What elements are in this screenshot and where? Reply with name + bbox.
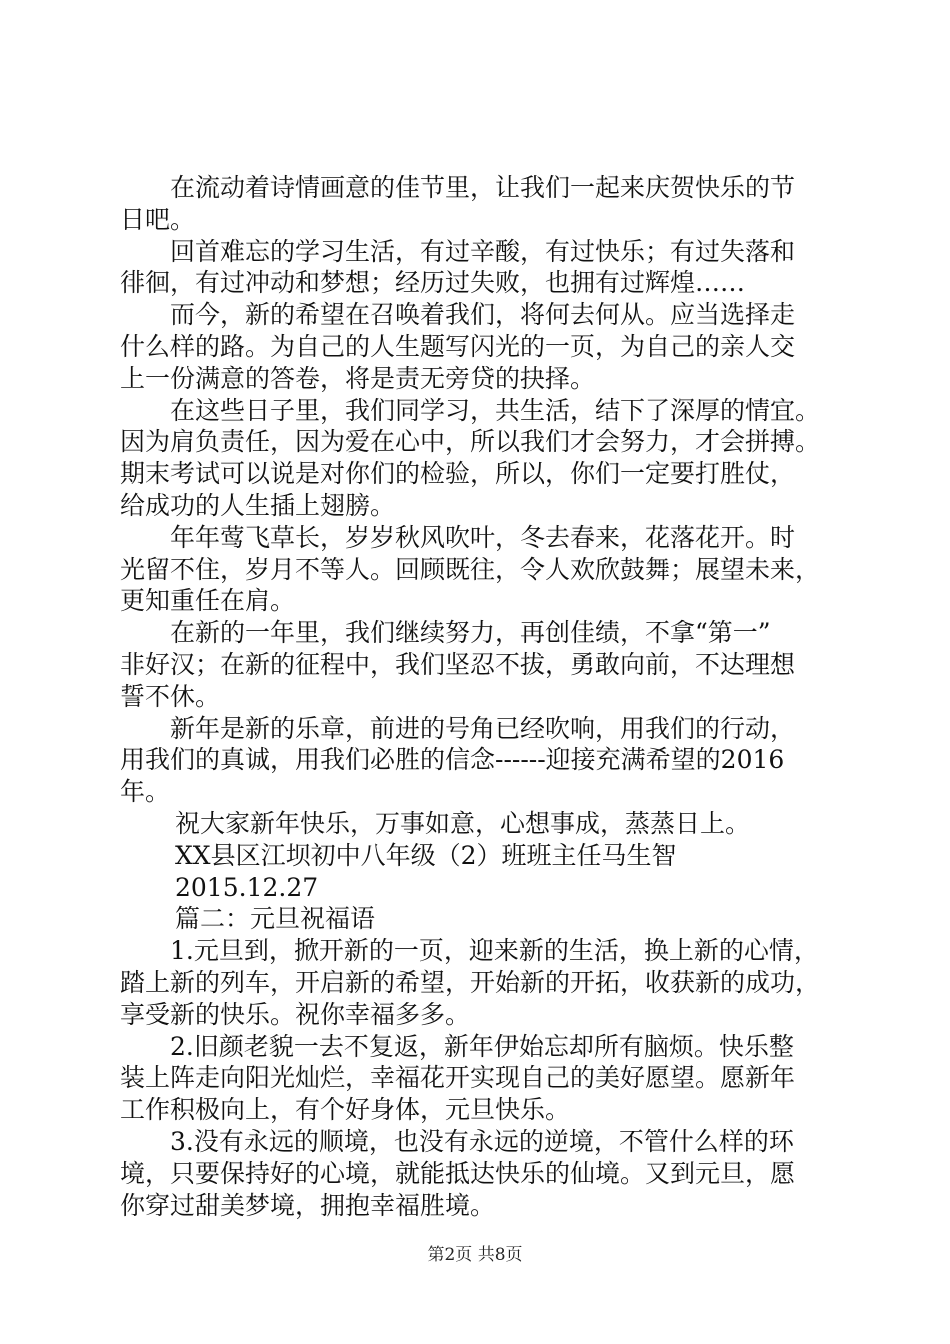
list-item-2 (120, 1031, 838, 1126)
page-number: 第2页 共8页 (427, 1245, 523, 1265)
paragraph-line: 什么样的路。为自己的人生题写闪光的一页，为自己的亲人交 (120, 331, 796, 361)
paragraph-line: 新年是新的乐章，前进的号角已经吹响，用我们的行动， (170, 713, 796, 743)
closing-greeting: 祝大家新年快乐，万事如意，心想事成，蒸蒸日上。 (175, 808, 751, 838)
paragraph-line: 期末考试可以说是对你们的检验，所以，你们一定要打胜仗， (120, 459, 796, 489)
paragraph-line: 因为肩负责任，因为爱在心中，所以我们才会努力，才会拼搏。 (120, 427, 821, 457)
list-item-line: 境，只要保持好的心境，就能抵达快乐的仙境。又到元旦，愿 (120, 1158, 796, 1188)
paragraph-line: 而今，新的希望在召唤着我们，将何去何从。应当选择走 (170, 300, 796, 330)
paragraph-line: 在这些日子里，我们同学习，共生活，结下了深厚的情宜。 (170, 395, 821, 425)
section-title: 篇二：元旦祝福语 (175, 904, 376, 934)
paragraph-line: 回首难忘的学习生活，有过辛酸，有过快乐；有过失落和 (170, 236, 796, 266)
paragraph-line: 誓不休。 (120, 681, 221, 711)
paragraph-1 (120, 172, 838, 236)
paragraph-7 (120, 713, 838, 808)
paragraph-line: 年。 (120, 777, 171, 807)
paragraph-3 (120, 299, 838, 394)
list-item-line: 享受新的快乐。祝你幸福多多。 (120, 999, 471, 1029)
paragraph-4 (120, 395, 838, 522)
paragraph-5 (120, 522, 838, 617)
list-item-line: 你穿过甜美梦境，拥抱幸福胜境。 (120, 1190, 496, 1220)
paragraph-line: 日吧。 (120, 204, 196, 234)
list-item-line: 踏上新的列车，开启新的希望，开始新的开拓，收获新的成功， (120, 967, 821, 997)
paragraph-line: 年年莺飞草长，岁岁秋风吹叶，冬去春来，花落花开。时 (170, 522, 796, 552)
list-item-3 (120, 1126, 838, 1221)
list-item-line: 工作积极向上，有个好身体，元旦快乐。 (120, 1095, 571, 1125)
signature: XX县区江坝初中八年级（2）班班主任马生智 (175, 840, 677, 870)
list-item-line: 3.没有永远的顺境，也没有永远的逆境，不管什么样的环 (170, 1126, 794, 1156)
paragraph-line: 在流动着诗情画意的佳节里，让我们一起来庆贺快乐的节 (170, 173, 796, 202)
paragraph-2 (120, 236, 838, 300)
list-item-1 (120, 935, 838, 1030)
paragraph-6 (120, 617, 838, 712)
date: 2015.12.27 (175, 872, 319, 902)
paragraph-line: 上一份满意的答卷，将是责无旁贷的抉择。 (120, 363, 596, 393)
paragraph-line: 给成功的人生插上翅膀。 (120, 490, 396, 520)
paragraph-line: 光留不住，岁月不等人。回顾既往，令人欢欣鼓舞；展望未来， (120, 554, 821, 584)
list-item-line: 1.元旦到，掀开新的一页，迎来新的生活，换上新的心情， (170, 936, 819, 966)
list-item-line: 装上阵走向阳光灿烂，幸福花开实现自己的美好愿望。愿新年 (120, 1063, 796, 1093)
document-body (120, 172, 838, 1221)
paragraph-line: 更知重任在肩。 (120, 586, 296, 616)
list-item-line: 2.旧颜老貌一去不复返，新年伊始忘却所有脑烦。快乐整 (170, 1031, 794, 1061)
paragraph-line: 在新的一年里，我们继续努力，再创佳绩，不拿“第一” (170, 618, 771, 648)
paragraph-line: 用我们的真诚，用我们必胜的信念------迎接充满希望的2016 (120, 745, 785, 775)
paragraph-line: 非好汉；在新的征程中，我们坚忍不拔，勇敢向前，不达理想 (120, 649, 796, 679)
paragraph-line: 徘徊，有过冲动和梦想；经历过失败，也拥有过辉煌…… (120, 268, 746, 298)
